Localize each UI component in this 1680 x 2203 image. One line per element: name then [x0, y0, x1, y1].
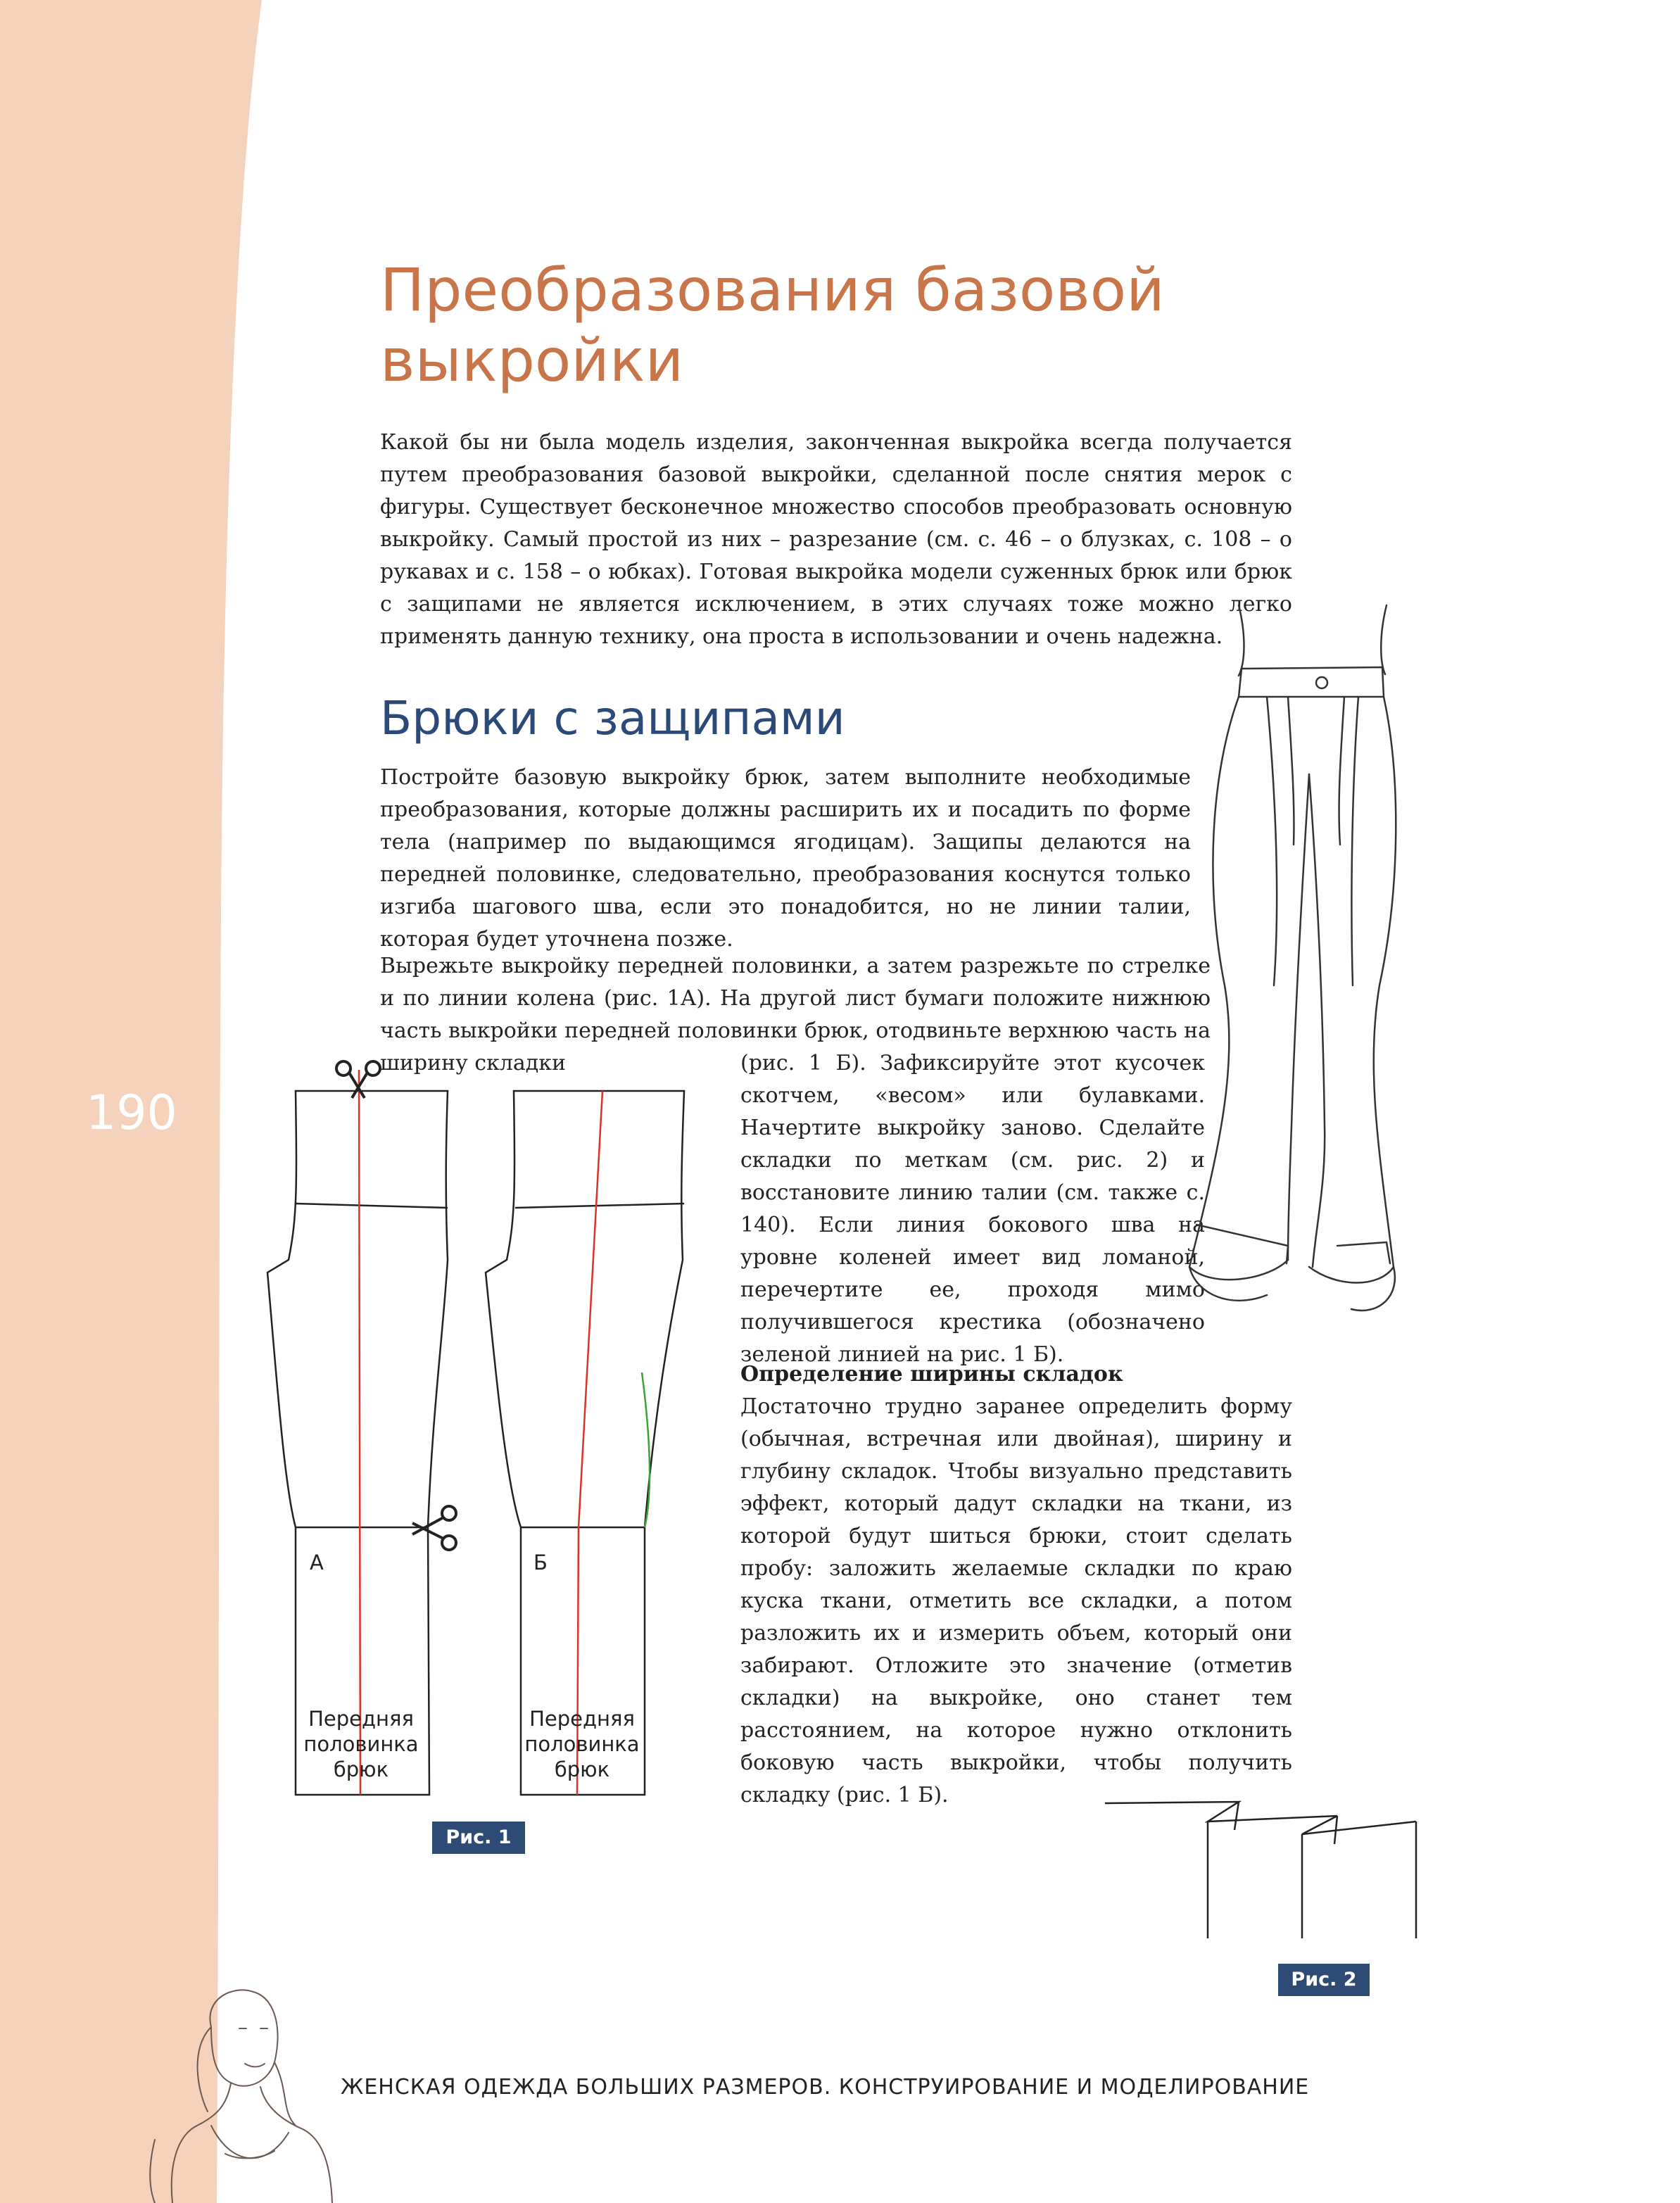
figure-1-piece-label-a: Передняя половинка брюк: [303, 1707, 419, 1781]
figure-2-diagram: [1098, 1788, 1422, 1950]
section-heading: Брюки с защипами: [380, 691, 845, 745]
page-title-line2: выкройки: [380, 326, 684, 395]
page-title: [380, 255, 1225, 396]
figure-1-caption: Рис. 1: [432, 1822, 525, 1854]
intro-text: Какой бы ни была модель изделия, законченная выкройка всегда получается путем преобразования базовой выкройки, сделанной после снятия мерок с фигуры. Существует бесконечное множество способов преобразовать основную выкройку. Самый простой из них – разрезание (см. с. 46 – о блузках, с. 108 – о рукавах и с. 158 – о юбках). Готовая выкройка модели суженных брюк или брюк с защипами не является исключением, в этих случаях тоже можно легко применять данную технику, она проста в использовании и очень надежна.: [380, 430, 1292, 649]
paragraph-3-text: Достаточно трудно заранее определить форму (обычная, встречная или двойная), ширину и глубину складок. Чтобы визуально представить эффект, который дадут складки на ткани, из которой будут шиться брюки, стоит сделать пробу: заложить желаемые складки по краю куска ткани, отметить все складки, а потом разложить их и измерить объем, который они забирают. Отложите это значение (отметив складки) на выкройке, оно станет тем расстоянием, на которое нужно отклонить боковую часть выкройки, чтобы получить складку (рис. 1 Б).: [740, 1394, 1292, 1807]
paragraph-2-continued-text: (рис. 1 Б). Зафиксируйте этот кусочек скотчем, «весом» или булавками. Начертите выкройку заново. Сделайте складки по меткам (см. рис. 2) и восстановите линию талии (см. также с. 140). Если линия бокового шва на уровне коленей имеет вид ломаной, перечертите ее, проходя мимо получившегося крестика (обозначено зеленой линией на рис. 1 Б).: [740, 1051, 1205, 1367]
page-title-line1: Преобразования базовой: [380, 255, 1165, 324]
running-footer: ЖЕНСКАЯ ОДЕЖДА БОЛЬШИХ РАЗМЕРОВ. КОНСТРУИРОВАНИЕ И МОДЕЛИРОВАНИЕ: [341, 2075, 1310, 2100]
woman-sketch: [141, 1985, 338, 2203]
figure-1-label-a: А: [310, 1551, 324, 1574]
page-number: 190: [86, 1085, 177, 1141]
subheading: Определение ширины складок: [740, 1362, 1123, 1387]
paragraph-1-text: Постройте базовую выкройку брюк, затем выполните необходимые преобразования, которые должны расширить их и посадить по форме тела (например по выдающимся ягодицам). Защипы делаются на передней половинке, следовательно, преобразования коснутся только изгиба шагового шва, если это понадобится, но не линии талии, которая будет уточнена позже.: [380, 765, 1191, 952]
figure-1-piece-label-b: Передняя половинка брюк: [524, 1707, 640, 1781]
paragraph-2-text: Вырежьте выкройку передней половинки, а затем разрежьте по стрелке и по линии колена (рис. 1А). На другой лист бумаги положите нижнюю часть выкройки передней половинки брюк, отодвиньте верхнюю часть на ширину складки: [380, 954, 1211, 1075]
paragraph-1: [380, 762, 1191, 956]
figure-1-label-b: Б: [533, 1551, 548, 1574]
intro-paragraph: [380, 427, 1292, 653]
trousers-illustration: [1168, 591, 1450, 1323]
paragraph-2-continued: [740, 1047, 1205, 1371]
figure-2-caption: Рис. 2: [1278, 1964, 1370, 1996]
paragraph-3: [740, 1391, 1292, 1812]
